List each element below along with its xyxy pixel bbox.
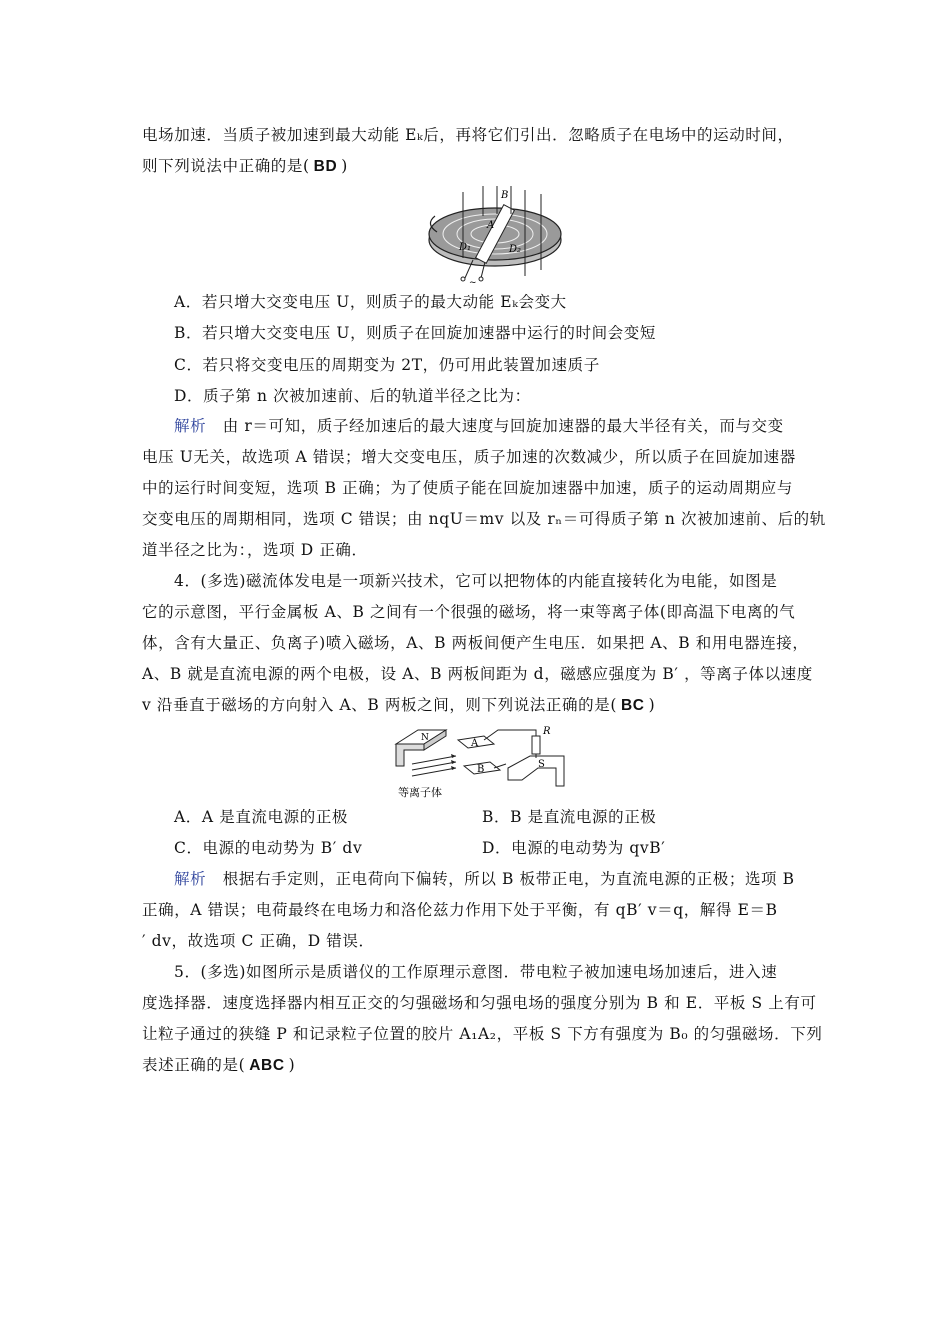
q4-stem-line-5 (142, 694, 655, 717)
q5-stem-line-2: 度选择器．速度选择器内相互正交的匀强磁场和匀强电场的强度分别为 B 和 E．平板 S 上有可 (142, 994, 817, 1012)
cyclotron-label-d2: D₂ (509, 244, 522, 255)
q3-analysis-line-3: 中的运行时间变短，选项 B 正确；为了使质子能在回旋加速器中加速，质子的运动周期应与 (142, 479, 793, 497)
q3-option-d: D．质子第 n 次被加速前、后的轨道半径之比为： (174, 387, 531, 405)
q3-analysis-tag: 解析 (174, 417, 207, 435)
q3-answer: BD (313, 158, 338, 175)
mhd-label-s: S (538, 759, 545, 770)
q4-analysis-tag: 解析 (174, 870, 207, 888)
q4-option-c: C．电源的电动势为 B′ dv (174, 839, 363, 857)
q5-stem-line-1: 5．(多选)如图所示是质谱仪的工作原理示意图．带电粒子被加速电场加速后，进入速 (174, 963, 778, 981)
q4-stem-line-4: A、B 就是直流电源的两个电极，设 A、B 两板间距为 d，磁感应强度为 B′ ，等离子体以速度 (142, 665, 813, 683)
cyclotron-label-a: A (487, 220, 495, 231)
q3-stem-close: ) (341, 157, 348, 175)
cyclotron-label-b: B (501, 190, 509, 201)
q4-answer: BC (620, 697, 645, 714)
mhd-label-b: B (477, 764, 485, 775)
mhd-label-a: A (471, 738, 479, 749)
q4-option-a: A．A 是直流电源的正极 (174, 808, 349, 826)
mhd-label-n: N (421, 733, 429, 743)
cyclotron-label-d1: D₁ (459, 242, 472, 253)
q3-stem-line-1: 电场加速．当质子被加速到最大动能 Eₖ后，再将它们引出．忽略质子在电场中的运动时间， (142, 126, 794, 144)
q4-analysis-line-1 (174, 868, 795, 890)
q3-option-c: C．若只将交变电压的周期变为 2T，仍可用此装置加速质子 (174, 356, 600, 374)
q4-analysis-line-3: ′ dv，故选项 C 正确，D 错误． (142, 932, 375, 950)
q5-stem-line-4 (142, 1054, 295, 1077)
q5-stem-line-3: 让粒子通过的狭缝 P 和记录粒子位置的胶片 A₁A₂，平板 S 下方有强度为 B₀ 的匀强磁场．下列 (142, 1025, 823, 1043)
q3-analysis-text-1: 由 r＝可知，质子经加速后的最大速度与回旋加速器的最大半径有关，而与交变 (222, 417, 784, 435)
mhd-generator-figure (388, 722, 578, 800)
q3-option-b: B．若只增大交变电压 U，则质子在回旋加速器中运行的时间会变短 (174, 324, 656, 342)
q5-stem-text: 表述正确的是( (142, 1056, 246, 1074)
cyclotron-figure (415, 186, 575, 286)
q4-stem-line-2: 它的示意图，平行金属板 A、B 之间有一个很强的磁场，将一束等离子体(即高温下电离的气 (142, 603, 796, 621)
mhd-caption: 等离子体 (398, 786, 442, 799)
q5-answer: ABC (249, 1057, 285, 1074)
cyclotron-label-ac: ~ (469, 278, 477, 286)
q4-stem-close: ) (648, 696, 656, 714)
q4-stem-line-3: 体，含有大量正、负离子)喷入磁场，A、B 两板间便产生电压．如果把 A、B 和用电器连接， (142, 634, 809, 652)
q4-option-b: B．B 是直流电源的正极 (482, 808, 657, 826)
q4-option-d: D．电源的电动势为 qvB′ (482, 839, 666, 857)
q4-stem-line-1: 4．(多选)磁流体发电是一项新兴技术，它可以把物体的内能直接转化为电能，如图是 (174, 572, 778, 590)
q3-stem-line-2 (142, 155, 348, 178)
q3-analysis-line-4: 交变电压的周期相同，选项 C 错误；由 nqU＝mv 以及 rₙ＝可得质子第 n 次被加速前、后的轨 (142, 510, 826, 528)
q3-stem-text: 则下列说法中正确的是( (142, 157, 310, 175)
q3-option-a: A．若只增大交变电压 U，则质子的最大动能 Eₖ会变大 (174, 293, 567, 311)
q5-stem-close: ) (288, 1056, 296, 1074)
q4-stem-text: v 沿垂直于磁场的方向射入 A、B 两板之间，则下列说法正确的是( (142, 696, 617, 714)
q3-analysis-line-5: 道半径之比为：，选项 D 正确． (142, 541, 368, 559)
mhd-label-r: R (543, 726, 551, 737)
q4-analysis-line-2: 正确，A 错误；电荷最终在电场力和洛伦兹力作用下处于平衡，有 qB′ v＝q，解得 E＝B (142, 901, 778, 919)
q3-analysis-line-2: 电压 U无关，故选项 A 错误；增大交变电压，质子加速的次数减少，所以质子在回旋加速器 (142, 448, 796, 466)
q4-analysis-text-1: 根据右手定则，正电荷向下偏转，所以 B 板带正电，为直流电源的正极；选项 B (222, 870, 795, 888)
q3-analysis-line-1 (174, 415, 784, 437)
